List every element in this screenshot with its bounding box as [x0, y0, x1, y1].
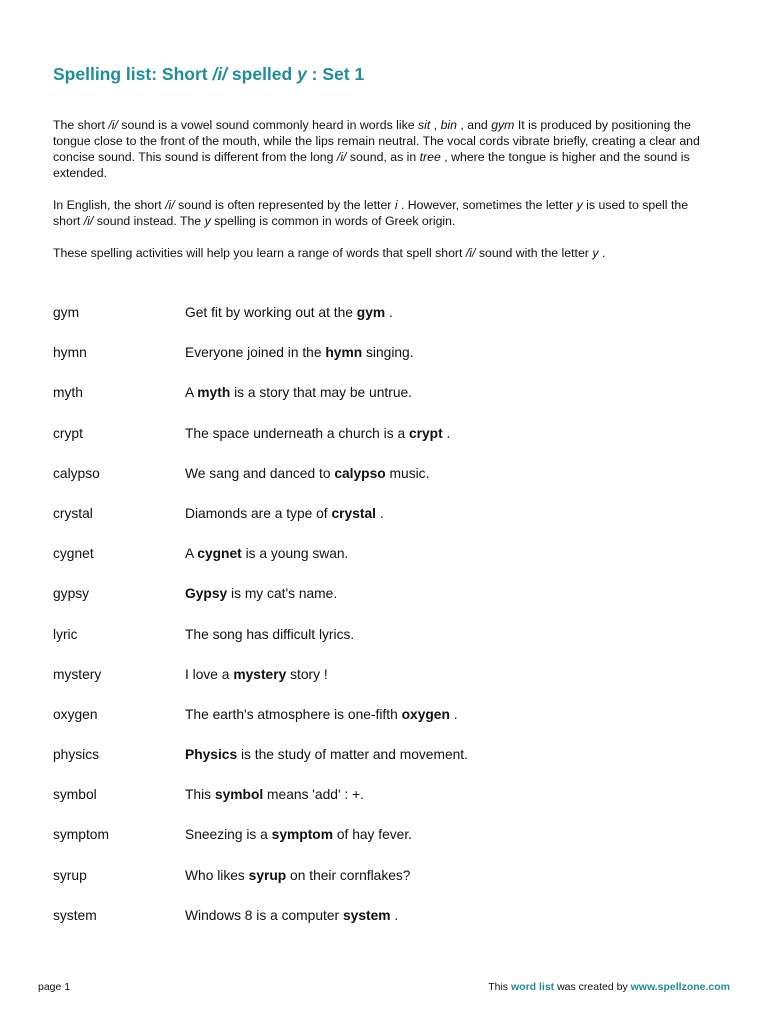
sentence-text-run: The earth's atmosphere is one-fifth	[185, 706, 402, 722]
page-number: page 1	[38, 981, 71, 993]
spelling-word: hymn	[53, 345, 87, 361]
spelling-word: symptom	[53, 827, 109, 843]
sentence-text-run: Diamonds are a type of	[185, 505, 332, 521]
word-row	[53, 425, 733, 465]
spelling-word: myth	[53, 385, 83, 401]
spelling-word: system	[53, 907, 97, 923]
spellzone-link[interactable]: www.spellzone.com	[630, 981, 730, 993]
intro-text-run: sound is a vowel sound commonly heard in words like	[117, 118, 419, 132]
example-sentence	[185, 626, 354, 644]
sentence-text-run: .	[375, 505, 384, 521]
sentence-text-run: calypso	[334, 465, 386, 481]
footer-credit	[488, 981, 730, 993]
sentence-text-run: is the study of matter and movement.	[237, 747, 468, 763]
word-row	[53, 465, 733, 505]
intro-text-run: . However, sometimes the letter	[397, 198, 577, 212]
sentence-text-run: .	[442, 425, 451, 441]
spelling-word: gym	[53, 305, 80, 320]
spelling-word: calypso	[53, 465, 100, 481]
sentence-text-run: Sneezing is a	[185, 827, 272, 843]
example-sentence	[185, 706, 458, 724]
sentence-text-run: hymn	[325, 345, 363, 361]
intro-text-run: /i/	[165, 198, 175, 212]
sentence-text-run: story !	[286, 666, 328, 682]
word-row	[53, 505, 733, 545]
sentence-text-run: symbol	[214, 787, 264, 803]
sentence-text-run: Who likes	[185, 867, 249, 883]
sentence-text-run: on their cornflakes?	[286, 867, 411, 883]
sentence-text-run: Gypsy	[185, 586, 228, 602]
sentence-text-run: A	[185, 385, 198, 401]
word-row	[53, 545, 733, 585]
intro-text-run: /i/	[465, 246, 476, 260]
word-row	[53, 746, 733, 786]
example-sentence	[185, 384, 412, 402]
example-sentence	[185, 545, 348, 563]
sentence-text-run: crystal	[331, 505, 376, 521]
word-row	[53, 706, 733, 746]
sentence-text-run: is my cat's name.	[227, 586, 338, 602]
example-sentence	[185, 746, 468, 764]
sentence-text-run: is a young swan.	[241, 546, 349, 562]
sentence-text-run: system	[342, 907, 391, 923]
intro-text-run: tree	[419, 150, 441, 164]
intro-text-run: /i/	[83, 214, 94, 228]
sentence-text-run: Physics	[185, 747, 238, 763]
word-row	[53, 666, 733, 706]
spelling-word: crypt	[53, 425, 83, 441]
intro-text-run: sound with the letter	[475, 246, 593, 260]
spelling-word: symbol	[53, 787, 97, 803]
word-row	[53, 826, 733, 866]
sentence-text-run: oxygen	[401, 706, 450, 722]
sentence-text-run: Windows 8 is a computer	[185, 907, 343, 923]
word-list-link[interactable]: word list	[510, 981, 555, 993]
credit-middle: was created by	[554, 981, 631, 993]
intro-text-run: The short	[53, 118, 109, 132]
intro-text-run: .	[598, 246, 606, 260]
example-sentence	[185, 907, 398, 925]
intro-text-run: sound instead. The	[93, 214, 205, 228]
sentence-text-run: A	[185, 546, 198, 562]
word-list	[53, 304, 733, 947]
spelling-word: cygnet	[53, 546, 94, 562]
intro-text-run: ,	[430, 118, 441, 132]
spelling-word: syrup	[53, 867, 87, 883]
intro-text-run: gym	[491, 118, 515, 132]
sentence-text-run: myth	[197, 385, 231, 401]
intro-text-run: sound, as in	[346, 150, 420, 164]
sentence-text-run: music.	[385, 465, 430, 481]
intro-text-run: These spelling activities will help you learn a range of words that spell short	[53, 246, 466, 260]
sentence-text-run: We sang and danced to	[185, 465, 335, 481]
sentence-text-run: cygnet	[197, 546, 242, 562]
spelling-word: physics	[53, 747, 100, 763]
sentence-text-run: I love a	[185, 666, 234, 682]
intro-paragraph-2	[53, 197, 718, 229]
example-sentence	[185, 465, 429, 483]
sentence-text-run: mystery	[233, 666, 287, 682]
example-sentence	[185, 585, 337, 603]
intro-text-run: , and	[457, 118, 492, 132]
spelling-word: crystal	[53, 505, 93, 521]
title-letter: y	[297, 64, 307, 84]
sentence-text-run: means 'add' : +.	[263, 787, 364, 803]
word-row	[53, 626, 733, 666]
title-text-2: spelled	[227, 64, 298, 84]
word-row	[53, 867, 733, 907]
intro-text-run: /i/	[336, 150, 347, 164]
credit-prefix: This	[488, 981, 511, 993]
word-row	[53, 304, 733, 344]
sentence-text-run: syrup	[248, 867, 287, 883]
sentence-text-run: symptom	[271, 827, 334, 843]
sentence-text-run: .	[385, 305, 393, 320]
intro-section	[53, 117, 718, 261]
example-sentence	[185, 425, 450, 443]
intro-text-run: y	[592, 246, 599, 260]
word-row	[53, 907, 733, 947]
example-sentence	[185, 344, 414, 362]
sentence-text-run: Get fit by working out at the	[185, 305, 357, 320]
example-sentence	[185, 786, 364, 804]
intro-paragraph-1	[53, 117, 718, 181]
intro-text-run: spelling is common in words of Greek origin.	[210, 214, 456, 228]
sentence-text-run: gym	[356, 305, 386, 320]
title-text-1: Spelling list: Short	[53, 64, 213, 84]
intro-text-run: In English, the short	[53, 198, 166, 212]
example-sentence	[185, 505, 384, 523]
intro-text-run: bin	[440, 118, 457, 132]
sentence-text-run: The song has difficult lyrics.	[185, 626, 355, 642]
sentence-text-run: singing.	[362, 345, 414, 361]
sentence-text-run: .	[449, 706, 458, 722]
intro-text-run: y	[204, 214, 211, 228]
example-sentence	[185, 867, 410, 885]
intro-paragraph-3	[53, 245, 718, 261]
intro-text-run: i	[394, 198, 398, 212]
intro-text-run: is used to spell the short	[53, 198, 689, 228]
word-row	[53, 344, 733, 384]
title-sound: /i/	[212, 64, 228, 84]
word-row	[53, 585, 733, 625]
example-sentence	[185, 304, 393, 322]
title-text-3: : Set 1	[306, 64, 365, 84]
example-sentence	[185, 666, 328, 684]
spelling-word: gypsy	[53, 586, 90, 602]
intro-text-run: sit	[418, 118, 431, 132]
word-row	[53, 786, 733, 826]
word-row	[53, 384, 733, 424]
sentence-text-run: This	[185, 787, 215, 803]
example-sentence	[185, 826, 412, 844]
sentence-text-run: Everyone joined in the	[185, 345, 326, 361]
spelling-word: mystery	[53, 666, 102, 682]
intro-text-run: /i/	[108, 118, 118, 132]
sentence-text-run: .	[390, 907, 399, 923]
spelling-word: oxygen	[53, 706, 98, 722]
intro-text-run: It is produced by positioning the tongue close to the front of the mouth, while the lips remain neutral. The vocal cords vibrate briefly, creating a clear and concise sound. This sound is different from the long	[53, 118, 700, 164]
intro-text-run: , where the tongue is higher and the sound is extended.	[53, 150, 690, 180]
spelling-word: lyric	[53, 626, 78, 642]
sentence-text-run: The space underneath a church is a	[185, 425, 409, 441]
sentence-text-run: is a story that may be untrue.	[230, 385, 412, 401]
page-title	[53, 64, 364, 85]
sentence-text-run: of hay fever.	[333, 827, 413, 843]
intro-text-run: y	[576, 198, 583, 212]
sentence-text-run: crypt	[408, 425, 443, 441]
intro-text-run: sound is often represented by the letter	[174, 198, 395, 212]
